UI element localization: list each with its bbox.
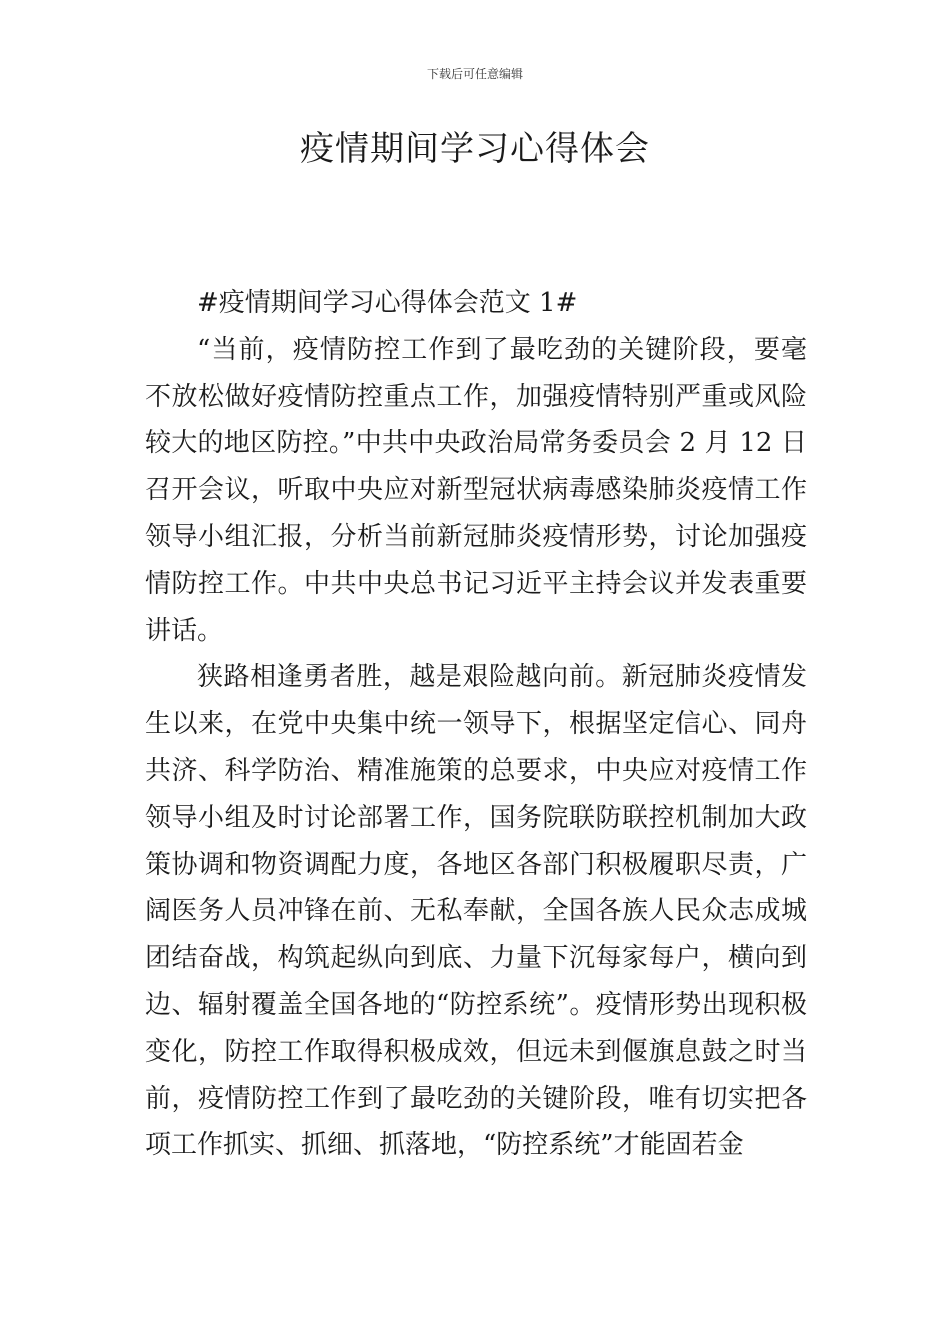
header-note: 下载后可任意编辑	[426, 67, 523, 81]
document-body	[145, 280, 807, 1169]
document-title: 疫情期间学习心得体会	[300, 129, 650, 169]
paragraph-2: 狭路相逢勇者胜，越是艰险越向前。新冠肺炎疫情发生以来，在党中央集中统一领导下，根据坚定信心、同舟共济、科学防治、精准施策的总要求，中央应对疫情工作领导小组及时讨论部署工作，国务院联防联控机制加大政策协调和物资调配力度，各地区各部门积极履职尽责，广阔医务人员冲锋在前、无私奉献，全国各族人民众志成城团结奋战，构筑起纵向到底、力量下沉每家每户，横向到边、辐射覆盖全国各地的“防控系统”。疫情形势出现积极变化，防控工作取得积极成效，但远未到偃旗息鼓之时当前，疫情防控工作到了最吃劲的关键阶段，唯有切实把各项工作抓实、抓细、抓落地，“防控系统”才能固若金	[145, 662, 807, 1161]
section-subheading: #疫情期间学习心得体会范文 1#	[197, 288, 578, 318]
paragraph-1: “当前，疫情防控工作到了最吃劲的关键阶段，要毫不放松做好疫情防控重点工作，加强疫情特别严重或风险较大的地区防控。”中共中央政治局常务委员会 2 月 12 日召开会议，听取中央应对新型冠状病毒感染肺炎疫情工作领导小组汇报，分析当前新冠肺炎疫情形势，讨论加强疫情防控工作。中共中央总书记习近平主持会议并发表重要讲话。	[145, 334, 807, 646]
